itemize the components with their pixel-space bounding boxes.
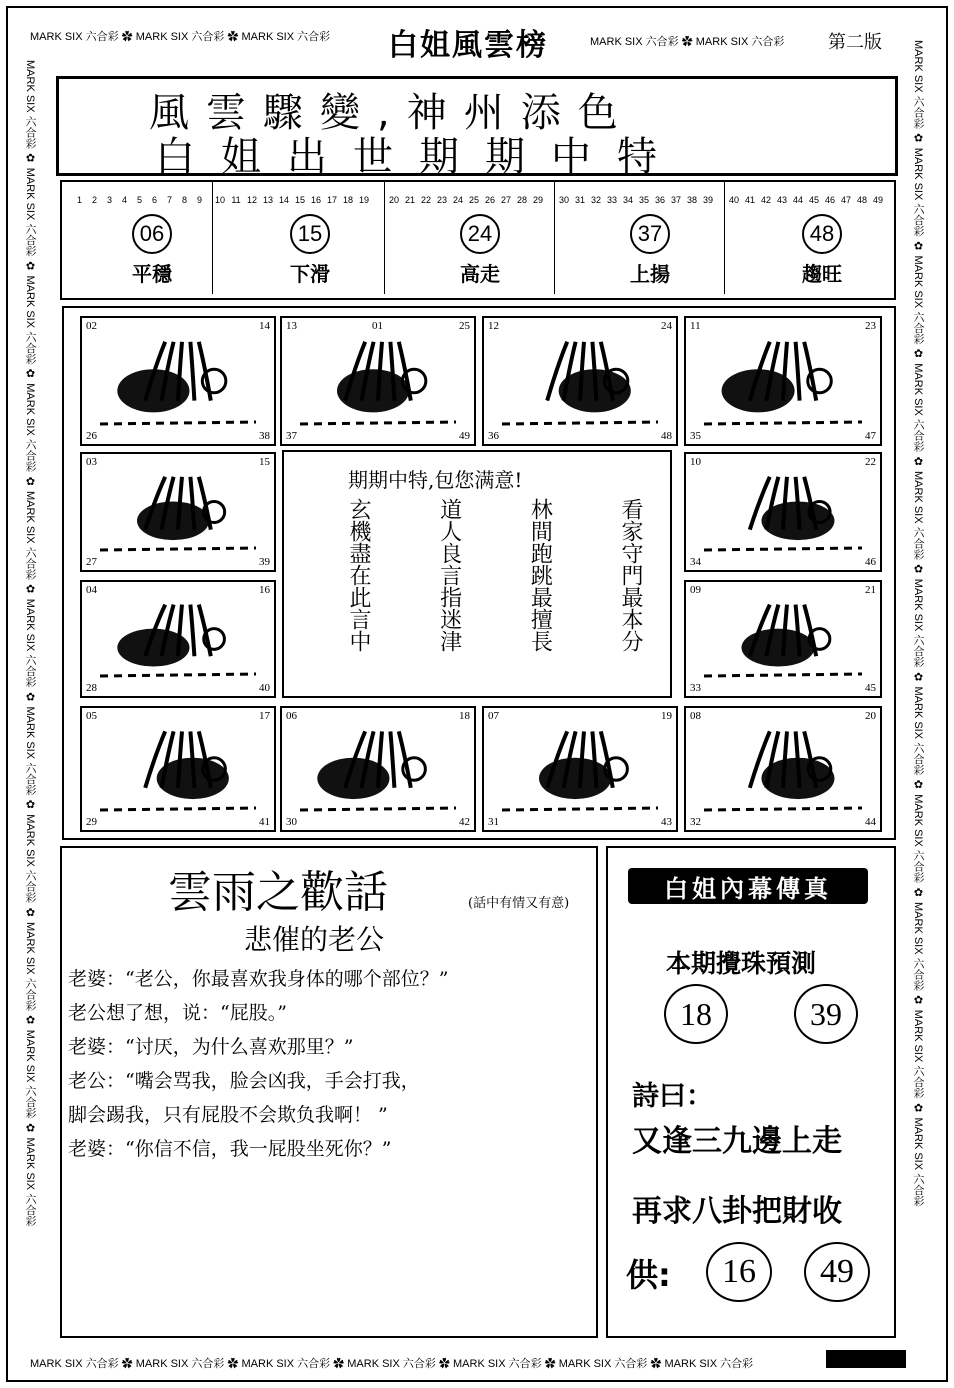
tile-number: 40 [259,682,270,694]
strip-number: 42 [760,195,771,205]
tile-number: 03 [86,456,97,468]
tile-number: 10 [690,456,701,468]
tile-number: 07 [488,710,499,722]
picture-tile [280,316,476,446]
tile-number: 18 [459,710,470,722]
strip-number: 43 [776,195,787,205]
tile-number: 49 [459,430,470,442]
pick-3 [440,214,520,287]
gong-number-2: 49 [804,1242,870,1302]
strip-number: 30 [558,195,569,205]
gong-label: 供: [626,1256,671,1294]
poem-column-1: 玄機盡在此言中 [346,498,371,652]
strip-divider [212,182,213,294]
tile-number: 27 [86,556,97,568]
tile-number: 48 [661,430,672,442]
tile-number: 06 [286,710,297,722]
ink-painting-illustration [700,468,866,556]
strip-number: 4 [121,195,127,205]
poem-title: 期期中特,包您满意! [348,468,523,492]
poem-column-2: 道人良言指迷津 [436,498,462,652]
verse-line-1: 又逢三九邊上走 [632,1124,842,1159]
strip-number: 3 [106,195,112,205]
banner-line-1: 風雲驟變,神州添色 [149,90,635,136]
strip-number: 41 [744,195,755,205]
strip-number: 37 [670,195,681,205]
tile-number: 01 [372,320,383,332]
verse-line-2: 再求八卦把財收 [632,1194,842,1229]
strip-number: 18 [342,195,353,205]
strip-number: 34 [622,195,633,205]
strip-number: 22 [420,195,431,205]
story-box [60,846,598,1338]
tile-number: 44 [865,816,876,828]
banner-line-2: 白姐出世期期中特 [155,134,683,180]
tile-number: 42 [459,816,470,828]
pick-word: 趨旺 [802,262,842,286]
tile-number: 26 [86,430,97,442]
strip-number: 20 [388,195,399,205]
tile-number: 33 [690,682,701,694]
tile-number: 35 [690,430,701,442]
strip-number: 5 [136,195,142,205]
story-line: 老公想了想，说：“屁股。” [68,1002,287,1024]
picture-tile [80,316,276,446]
strip-number: 29 [532,195,543,205]
right-watermark-strip: MARK SIX 六合彩 ✿ MARK SIX 六合彩 ✿ MARK SIX 六合彩 ✿ MARK SIX 六合彩 ✿ MARK SIX 六合彩 ✿ MARK SIX 六合彩 ✿ MARK SIX 六合彩 ✿ MARK SIX 六合彩 ✿ MARK SIX 六合彩 ✿ MARK SIX 六合彩 ✿ MARK SIX 六合彩 [912,40,924,1207]
ink-painting-illustration [296,332,460,430]
strip-number: 25 [468,195,479,205]
tile-number: 36 [488,430,499,442]
strip-number: 26 [484,195,495,205]
story-note: (話中有情又有意) [468,896,570,911]
tile-number: 30 [286,816,297,828]
strip-number: 48 [856,195,867,205]
story-line: 老婆：“你信不信，我一屁股坐死你？” [68,1138,392,1160]
picture-tile [482,316,678,446]
tile-number: 04 [86,584,97,596]
number-group-1 [72,188,207,207]
tile-number: 15 [259,456,270,468]
side-banner [628,868,868,904]
edition-label: 第二版 [828,32,882,53]
picture-tile [280,706,476,832]
strip-number: 21 [404,195,415,205]
pick-number: 24 [460,214,500,254]
strip-number: 45 [808,195,819,205]
tile-number: 37 [286,430,297,442]
tile-number: 28 [86,682,97,694]
bottom-black-bar [826,1350,906,1368]
side-banner-text: 白姐內幕傳真 [664,874,832,903]
ink-painting-illustration [700,722,866,816]
number-group-5 [726,188,886,207]
picture-tile [684,316,882,446]
ink-painting-illustration [700,332,866,430]
tile-number: 12 [488,320,499,332]
strip-divider [554,182,555,294]
strip-number: 49 [872,195,883,205]
tile-number: 24 [661,320,672,332]
strip-number: 6 [151,195,157,205]
tile-number: 39 [259,556,270,568]
strip-number: 27 [500,195,511,205]
tile-number: 31 [488,816,499,828]
bottom-watermark-strip: MARK SIX 六合彩 ✿ MARK SIX 六合彩 ✿ MARK SIX 六合彩 ✿ MARK SIX 六合彩 ✿ MARK SIX 六合彩 ✿ MARK SIX 六合彩 ✿ MARK SIX 六合彩 [30,1358,754,1370]
tile-number: 14 [259,320,270,332]
strip-number: 10 [214,195,225,205]
pick-5 [782,214,862,287]
strip-number: 19 [358,195,369,205]
tile-number: 02 [86,320,97,332]
strip-number: 32 [590,195,601,205]
picture-tile [482,706,678,832]
picture-tile [80,580,276,698]
number-group-4 [556,188,716,207]
predict-number-1: 18 [664,984,728,1044]
story-line: 脚会踢我，只有屁股不会欺负我啊！ ” [68,1104,388,1126]
strip-number: 39 [702,195,713,205]
tile-number: 38 [259,430,270,442]
story-title: 雲雨之歡話 [168,867,388,918]
strip-number: 9 [196,195,202,205]
picture-tile [80,452,276,572]
tile-number: 29 [86,816,97,828]
ink-painting-illustration [96,468,260,556]
tile-number: 43 [661,816,672,828]
tile-number: 41 [259,816,270,828]
strip-number: 33 [606,195,617,205]
story-line: 老婆：“老公，你最喜欢我身体的哪个部位？” [68,968,449,990]
number-group-3 [386,188,546,207]
pick-word: 下滑 [290,262,330,286]
strip-number: 1 [76,195,82,205]
tile-number: 21 [865,584,876,596]
strip-number: 12 [246,195,257,205]
strip-number: 40 [728,195,739,205]
number-group-2 [212,188,372,207]
strip-divider [724,182,725,294]
top-watermark-strip: MARK SIX 六合彩 ✿ MARK SIX 六合彩 ✿ MARK SIX 六合彩 [30,31,331,43]
strip-number: 46 [824,195,835,205]
picture-tile [684,580,882,698]
picture-tile [684,706,882,832]
strip-number: 11 [231,195,241,205]
poem-columns [344,498,644,652]
strip-number: 13 [262,195,273,205]
pick-word: 上揚 [630,262,670,286]
story-line: 老公：“嘴会骂我，脸会凶我，手会打我， [68,1070,420,1092]
ink-painting-illustration [296,722,460,816]
tile-number: 17 [259,710,270,722]
tile-number: 47 [865,430,876,442]
strip-number: 24 [452,195,463,205]
tile-number: 11 [690,320,701,332]
tile-number: 45 [865,682,876,694]
tile-number: 25 [459,320,470,332]
ink-painting-illustration [498,332,662,430]
tile-number: 16 [259,584,270,596]
strip-number: 31 [574,195,585,205]
pick-number: 06 [132,214,172,254]
pick-number: 15 [290,214,330,254]
prediction-box [606,846,896,1338]
strip-number: 36 [654,195,665,205]
tile-number: 09 [690,584,701,596]
ink-painting-illustration [96,722,260,816]
tile-number: 32 [690,816,701,828]
strip-number: 8 [181,195,187,205]
predict-number-2: 39 [794,984,858,1044]
tile-number: 20 [865,710,876,722]
pick-4 [610,214,690,287]
story-subtitle: 悲催的老公 [244,923,385,956]
story-line: 老婆：“讨厌，为什么喜欢那里？” [68,1036,354,1058]
pick-number: 37 [630,214,670,254]
tile-number: 05 [86,710,97,722]
tile-number: 23 [865,320,876,332]
pick-1 [112,214,192,287]
gong-number-1: 16 [706,1242,772,1302]
tile-number: 08 [690,710,701,722]
tile-number: 19 [661,710,672,722]
strip-number: 35 [638,195,649,205]
number-strip [60,180,896,300]
left-watermark-strip: MARK SIX 六合彩 ✿ MARK SIX 六合彩 ✿ MARK SIX 六合彩 ✿ MARK SIX 六合彩 ✿ MARK SIX 六合彩 ✿ MARK SIX 六合彩 ✿ MARK SIX 六合彩 ✿ MARK SIX 六合彩 ✿ MARK SIX 六合彩 ✿ MARK SIX 六合彩 ✿ MARK SIX 六合彩 [24,60,36,1227]
strip-number: 16 [310,195,321,205]
picture-tile [684,452,882,572]
strip-number: 38 [686,195,697,205]
strip-number: 28 [516,195,527,205]
tile-number: 22 [865,456,876,468]
strip-number: 14 [278,195,289,205]
page-title: 白姐風雲榜 [388,28,548,63]
predict-title: 本期攪珠預測 [666,949,817,978]
story-body [68,962,588,1166]
ink-painting-illustration [498,722,662,816]
verse-label: 詩曰： [632,1081,713,1112]
poem-column-3: 林間跑跳最擅長 [527,498,553,652]
strip-number: 7 [166,195,172,205]
strip-number: 23 [436,195,447,205]
ink-painting-illustration [96,596,260,682]
pick-2 [270,214,350,287]
picture-tile [80,706,276,832]
strip-number: 47 [840,195,851,205]
ink-painting-illustration [96,332,260,430]
strip-number: 44 [792,195,803,205]
pick-word: 高走 [460,262,500,286]
strip-divider [384,182,385,294]
tile-number: 13 [286,320,297,332]
top-watermark-strip-right: MARK SIX 六合彩 ✿ MARK SIX 六合彩 [590,36,785,48]
tile-number: 34 [690,556,701,568]
poem-column-4: 看家守門最本分 [617,498,643,652]
poem-box [282,450,672,698]
strip-number: 2 [91,195,97,205]
strip-number: 17 [326,195,337,205]
pick-word: 平穩 [132,262,172,286]
tile-number: 46 [865,556,876,568]
pick-number: 48 [802,214,842,254]
strip-number: 15 [294,195,305,205]
banner-box [56,76,898,180]
ink-painting-illustration [700,596,866,682]
